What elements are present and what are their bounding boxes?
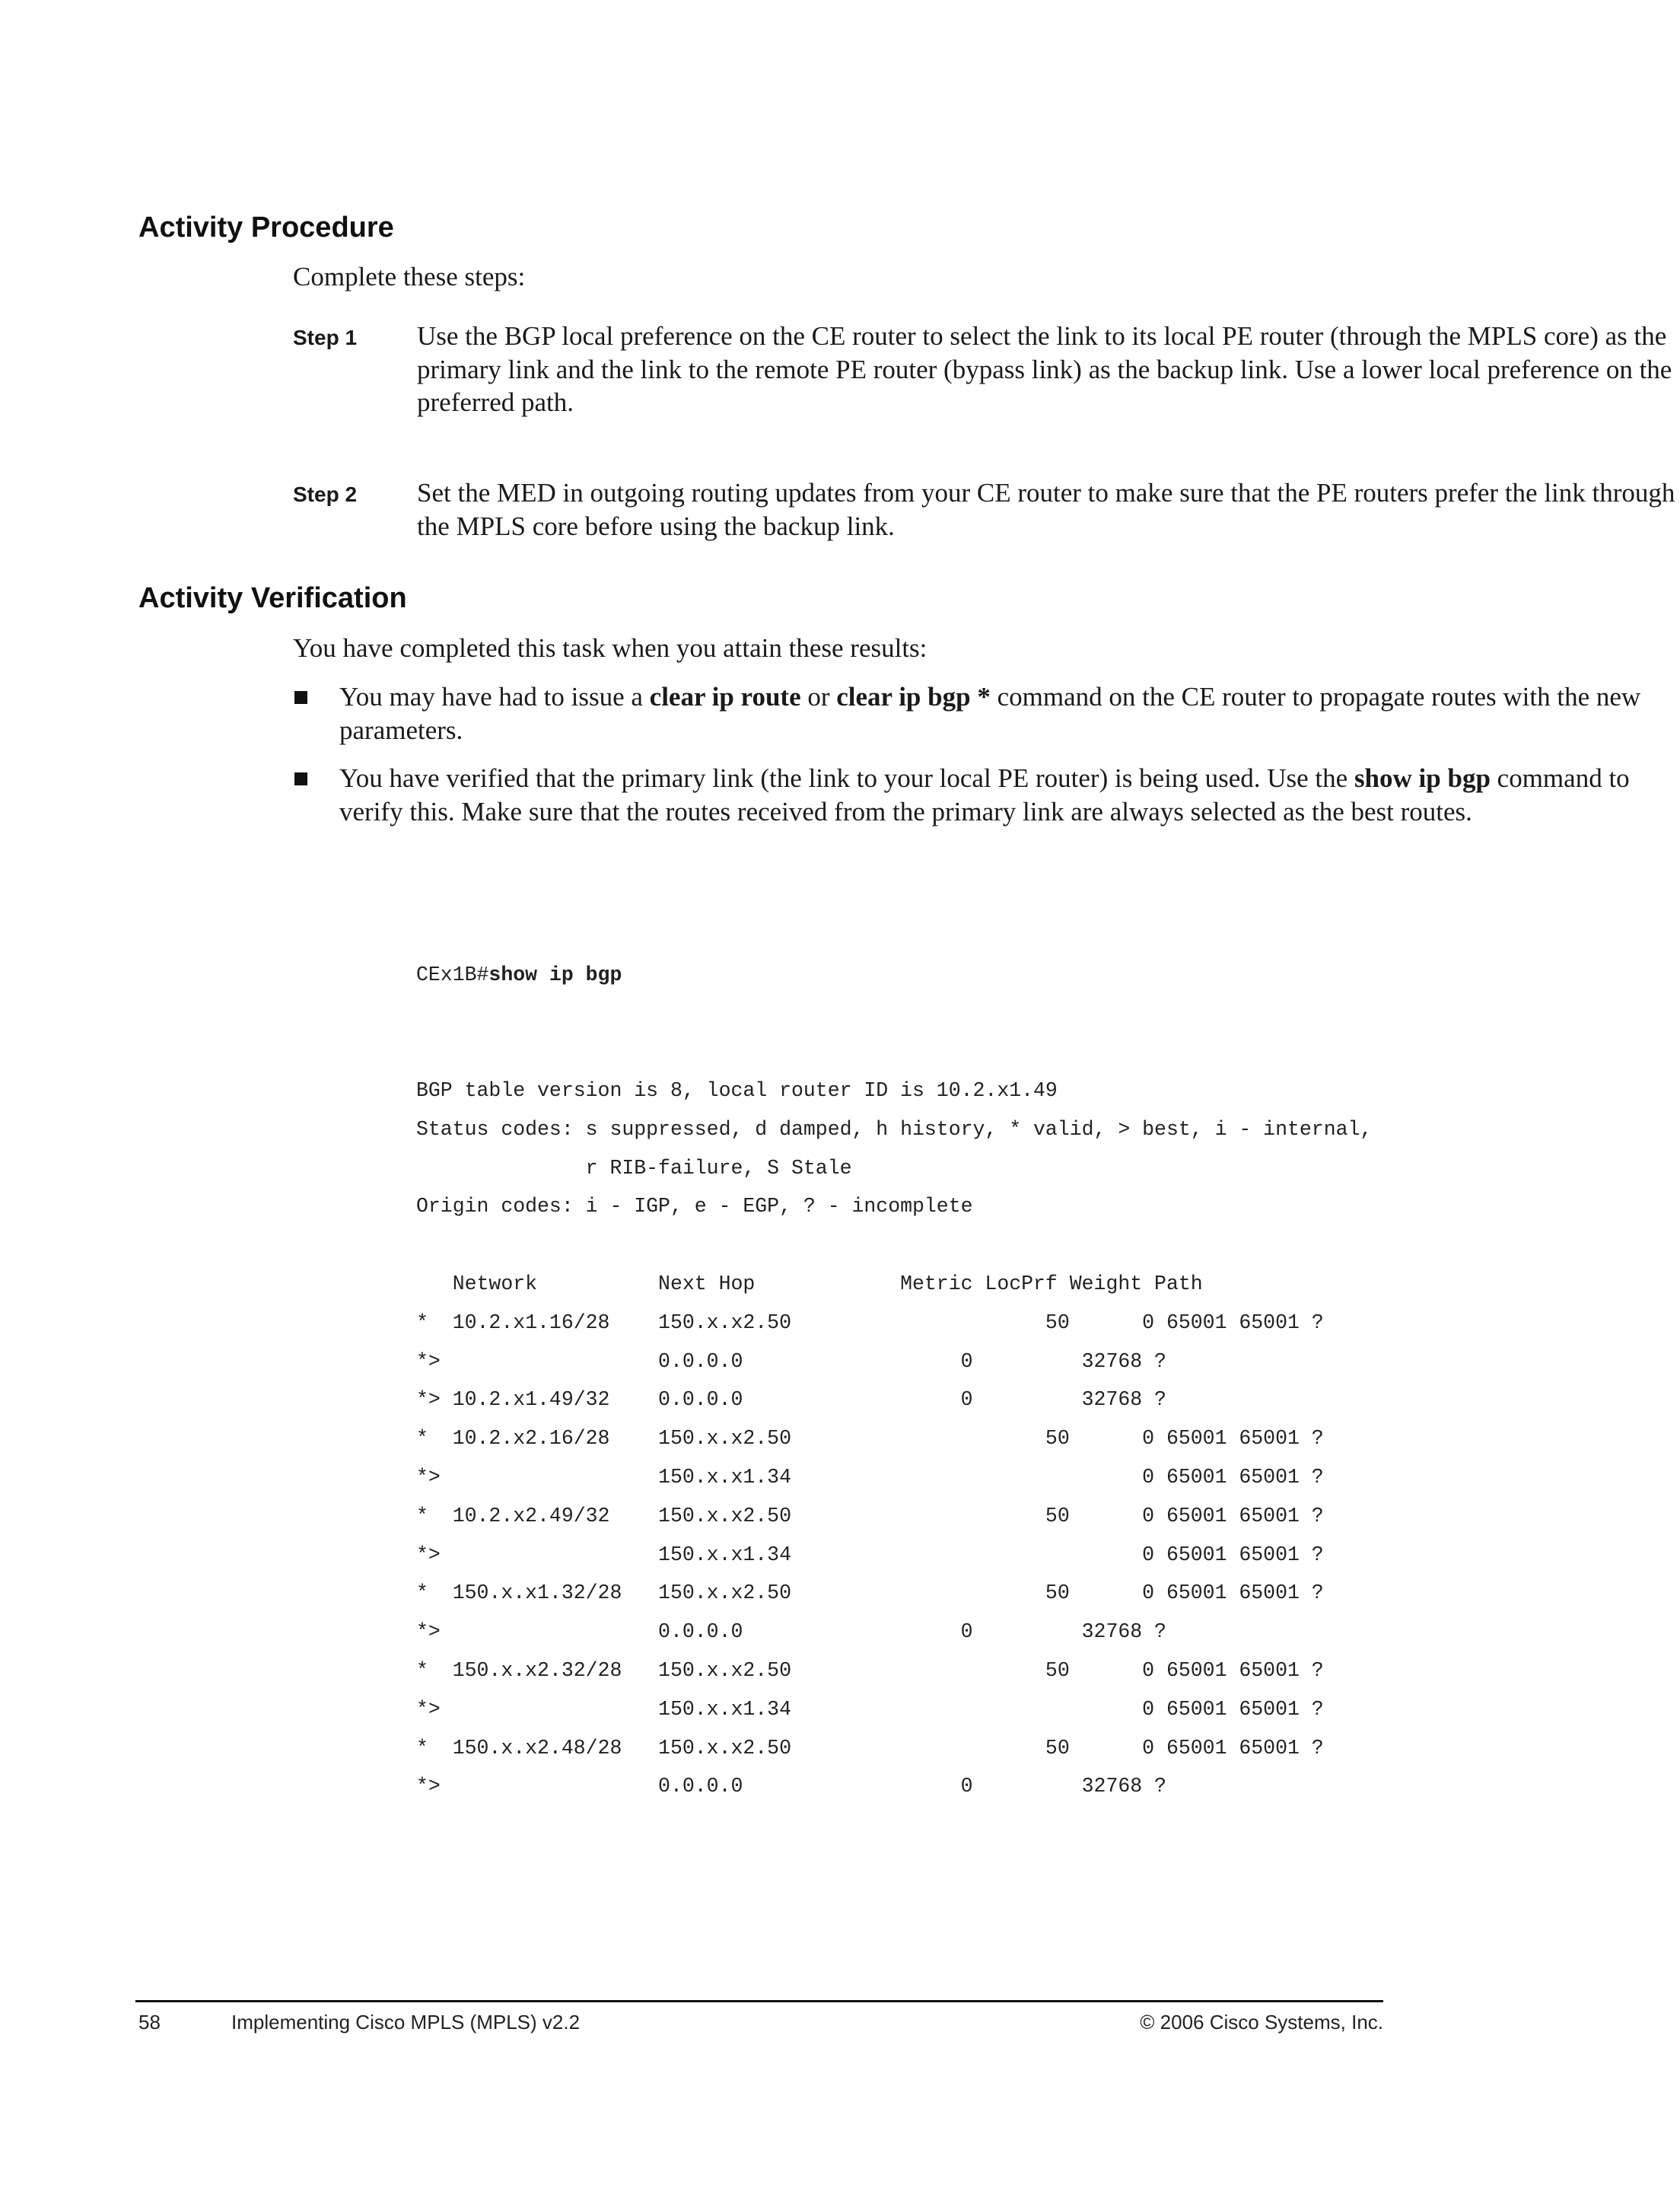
step-2-label: Step 2 [293,483,358,506]
cli-output-line: BGP table version is 8, local router ID is 10.2.x1.49 [416,1078,1058,1102]
result-bullet-1-text [339,680,1678,747]
cli-output-line: * 10.2.x2.16/28 150.x.x2.50 50 0 65001 65001 ? [416,1427,1324,1451]
square-bullet-icon [294,772,307,785]
cli-prompt: CEx1B# [416,963,489,986]
cli-output-line: *> 150.x.x1.34 0 65001 65001 ? [416,1697,1324,1721]
cli-output-line: *> 0.0.0.0 0 32768 ? [416,1349,1166,1373]
bullet-1-part-4: command on the CE router to propagate routes with the new parameters. [339,682,1641,745]
cli-output-block [416,878,1372,1884]
step-1-text: Use the BGP local preference on the CE router to select the link to its local PE router (through the MPLS core) as the primary link and the link to the remote PE router (bypass link) as the backup link. Use a lower local preference on the preferred path. [417,321,1672,417]
bullet-1-part-2: or [800,682,837,712]
cli-output-line: Status codes: s suppressed, d damped, h history, * valid, > best, i - internal, [416,1117,1373,1141]
cli-output-line: *> 0.0.0.0 0 32768 ? [416,1620,1166,1644]
cli-output-line: *> 150.x.x1.34 0 65001 65001 ? [416,1465,1324,1489]
cli-output-line: * 10.2.x2.49/32 150.x.x2.50 50 0 65001 65001 ? [416,1504,1324,1527]
bullet-2-part-2: command to verify this. Make sure that the routes received from the primary link are always selected as the best routes. [339,763,1630,826]
cli-output-line: * 150.x.x2.32/28 150.x.x2.50 50 0 65001 65001 ? [416,1658,1324,1682]
procedure-intro: Complete these steps: [293,262,526,291]
cli-output-line: * 150.x.x2.48/28 150.x.x2.50 50 0 65001 65001 ? [416,1736,1324,1760]
cli-output-line: *> 150.x.x1.34 0 65001 65001 ? [416,1543,1324,1566]
procedure-heading: Activity Procedure [138,212,394,244]
cli-output-lines [416,1072,1372,1806]
verification-heading: Activity Verification [138,582,407,614]
footer-divider [135,2000,1383,2002]
bullet-1-command-clear-ip-bgp: clear ip bgp * [836,682,991,712]
bullet-2-part-0: You have verified that the primary link (the link to your local PE router) is being used. Use the [339,763,1354,793]
cli-output-line: *> 10.2.x1.49/32 0.0.0.0 0 32768 ? [416,1388,1166,1412]
cli-output-line: Network Next Hop Metric LocPrf Weight Path [416,1272,1203,1295]
cli-prompt-line [416,956,1372,995]
footer-title: Implementing Cisco MPLS (MPLS) v2.2 [231,2011,581,2034]
bullet-2-command-show-ip-bgp: show ip bgp [1354,763,1491,793]
footer-copyright: © 2006 Cisco Systems, Inc. [1140,2011,1383,2034]
cli-output-line: Origin codes: i - IGP, e - EGP, ? - incomplete [416,1195,973,1218]
cli-output-line: r RIB-failure, S Stale [416,1156,852,1180]
cli-command: show ip bgp [488,963,622,986]
cli-output-line: * 150.x.x1.32/28 150.x.x2.50 50 0 65001 65001 ? [416,1581,1324,1605]
square-bullet-icon [294,691,307,704]
cli-output-line: * 10.2.x1.16/28 150.x.x2.50 50 0 65001 65001 ? [416,1311,1324,1334]
step-1-label: Step 1 [293,326,358,349]
cli-output-line: *> 0.0.0.0 0 32768 ? [416,1775,1166,1798]
cli-output-line [416,1226,1372,1265]
bullet-1-part-0: You may have had to issue a [339,682,650,712]
footer-page-number: 58 [138,2011,161,2034]
bullet-1-command-clear-ip-route: clear ip route [649,682,801,712]
step-2-text: Set the MED in outgoing routing updates from your CE router to make sure that the PE routers prefer the link through the MPLS core before using the backup link. [417,478,1675,541]
result-bullet-2-text [339,762,1678,828]
verification-intro: You have completed this task when you attain these results: [293,633,928,663]
